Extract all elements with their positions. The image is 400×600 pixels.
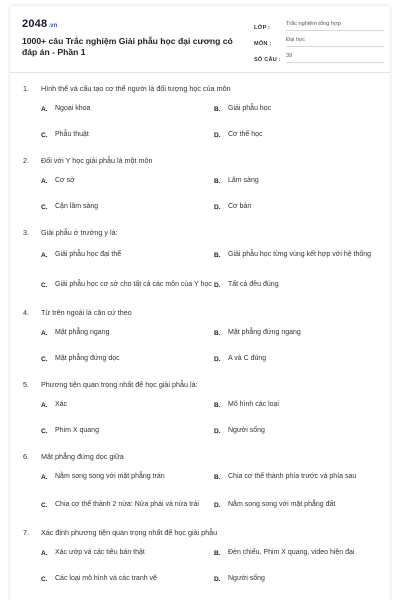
answer-letter: D. [214,281,221,289]
answer-text: Chia cơ thể thành phía trước và phía sau [228,473,357,480]
answer-letter: B. [214,177,221,185]
meta-row-class [254,15,384,31]
question-text: Xác định phương tiện quan trọng nhất để học giải phẫu [41,528,218,537]
answer-text: A và C đúng [228,355,267,362]
answer-text: Đèn chiếu, Phim X quang, video hiện đại [228,549,355,556]
answer-option-b[interactable] [214,392,387,418]
answer-letter: B. [214,329,221,337]
answer-option-a[interactable] [41,464,214,490]
question-number: 3. [23,228,29,237]
answer-text: Lâm sàng [228,177,259,184]
answer-text: Cận lâm sàng [55,203,99,210]
question-list [10,82,390,592]
answer-grid [41,464,390,520]
meta-value: 39 [286,52,384,63]
answer-letter: C. [41,281,48,289]
answer-option-c[interactable] [41,490,214,520]
answer-letter: A. [41,401,48,409]
logo-sub-text: .vn [48,23,58,29]
answer-letter: B. [214,549,221,557]
question-text: Giải phẫu ở trường y là: [41,228,118,237]
answer-grid [41,392,390,444]
meta-value: Đại học [286,36,384,47]
answer-text: Xác [55,401,68,408]
answer-letter: B. [214,473,221,481]
document-title: 1000+ câu Trắc nghiệm Giải phẫu học đại cương có đáp án - Phần 1 [22,36,233,57]
answer-option-a[interactable] [41,392,214,418]
answer-letter: C. [41,131,48,139]
meta-value: Trắc nghiệm tổng hợp [286,20,384,31]
question-6 [10,450,390,526]
answer-letter: B. [214,105,221,113]
answer-option-d[interactable] [214,122,387,148]
meta-row-subject [254,31,384,47]
question-text: Đối với Y học giải phẫu là một môn [41,156,153,165]
answer-text: Mặt phẳng ngang [55,329,110,336]
answer-option-c[interactable] [41,122,214,148]
answer-letter: A. [41,549,48,557]
answer-text: Giải phẫu học từng vùng kết hợp với hệ thống [228,251,372,258]
logo-main-text: 2048 [22,18,48,30]
answer-text: Người sống [228,427,265,434]
answer-text: Mặt phẳng đứng ngang [228,329,301,336]
answer-text: Chia cơ thể thành 2 nửa: Nửa phải và nửa trái [55,501,199,508]
answer-letter: A. [41,473,48,481]
answer-option-d[interactable] [214,490,387,520]
answer-letter: D. [214,427,221,435]
answer-text: Phẫu thuật [55,131,89,138]
meta-label: MÔN : [254,41,272,47]
answer-option-a[interactable] [41,540,214,566]
answer-option-d[interactable] [214,270,387,300]
question-text: Hình thể và cấu tạo cơ thể người là đối tượng học của môn [41,84,231,93]
answer-option-c[interactable] [41,418,214,444]
question-4 [10,306,390,378]
answer-option-b[interactable] [214,464,387,490]
answer-text: Người sống [228,575,265,582]
answer-option-b[interactable] [214,168,387,194]
answer-letter: C. [41,427,48,435]
question-7 [10,526,390,592]
answer-grid [41,168,390,220]
answer-grid [41,540,390,592]
answer-letter: D. [214,355,221,363]
answer-option-c[interactable] [41,194,214,220]
answer-text: Các loại mô hình và các tranh vẽ [55,575,157,582]
document-meta [254,15,384,63]
question-text: Từ trên ngoài là căn cứ theo [41,308,132,317]
answer-text: Mặt phẳng đứng dọc [55,355,120,362]
question-number: 4. [23,308,29,317]
question-number: 5. [23,380,29,389]
question-2 [10,154,390,226]
answer-letter: B. [214,401,221,409]
question-1 [10,82,390,154]
answer-option-a[interactable] [41,240,214,270]
answer-text: Giải phẫu học cơ sở cho tất cả các môn của Y học [55,281,212,288]
site-logo[interactable] [22,18,58,30]
answer-option-b[interactable] [214,96,387,122]
question-5 [10,378,390,450]
meta-label: SỐ CÂU : [254,57,281,63]
answer-letter: B. [214,251,221,259]
answer-grid [41,320,390,372]
answer-text: Cơ bản [228,203,252,210]
answer-text: Tất cả đều đúng [228,281,279,288]
question-text: Mặt phẳng đứng dọc giữa [41,452,124,461]
answer-text: Ngoại khoa [55,105,91,112]
answer-option-c[interactable] [41,566,214,592]
answer-letter: A. [41,329,48,337]
answer-text: Giải phẫu học [228,105,272,112]
meta-label: LỚP : [254,25,271,31]
question-number: 6. [23,452,29,461]
answer-text: Giải phẫu học đại thể [55,251,122,258]
answer-option-c[interactable] [41,270,214,300]
answer-letter: A. [41,251,48,259]
answer-option-d[interactable] [214,194,387,220]
answer-letter: D. [214,203,221,211]
answer-option-b[interactable] [214,320,387,346]
meta-row-count [254,47,384,63]
answer-text: Nằm song song với mặt phẳng trán [55,473,165,480]
document-header [10,6,390,70]
answer-text: Xác ướp và các tiêu bản thật [55,549,145,556]
answer-letter: A. [41,105,48,113]
answer-letter: D. [214,575,221,583]
answer-option-a[interactable] [41,320,214,346]
answer-text: Nằm song song với mặt phẳng đất [228,501,336,508]
answer-letter: C. [41,355,48,363]
answer-letter: D. [214,131,221,139]
question-number: 7. [23,528,29,537]
answer-text: Cơ sở [55,177,75,184]
answer-option-a[interactable] [41,96,214,122]
answer-option-d[interactable] [214,346,387,372]
question-number: 2. [23,156,29,165]
answer-letter: C. [41,575,48,583]
answer-option-a[interactable] [41,168,214,194]
answer-text: Phim X quang [55,427,99,434]
answer-text: Mô hình các loại [228,401,279,408]
answer-grid [41,240,390,300]
answer-text: Cơ thể học [228,131,263,138]
answer-option-d[interactable] [214,418,387,444]
answer-option-c[interactable] [41,346,214,372]
question-3 [10,226,390,306]
answer-letter: D. [214,501,221,509]
question-text: Phương tiện quan trọng nhất để học giải phẫu là: [41,380,198,389]
document-page [10,6,390,600]
answer-letter: C. [41,501,48,509]
answer-option-b[interactable] [214,240,387,270]
answer-letter: A. [41,177,48,185]
question-number: 1. [23,84,29,93]
header-divider [10,72,390,73]
answer-grid [41,96,390,148]
answer-option-b[interactable] [214,540,387,566]
answer-letter: C. [41,203,48,211]
answer-option-d[interactable] [214,566,387,592]
